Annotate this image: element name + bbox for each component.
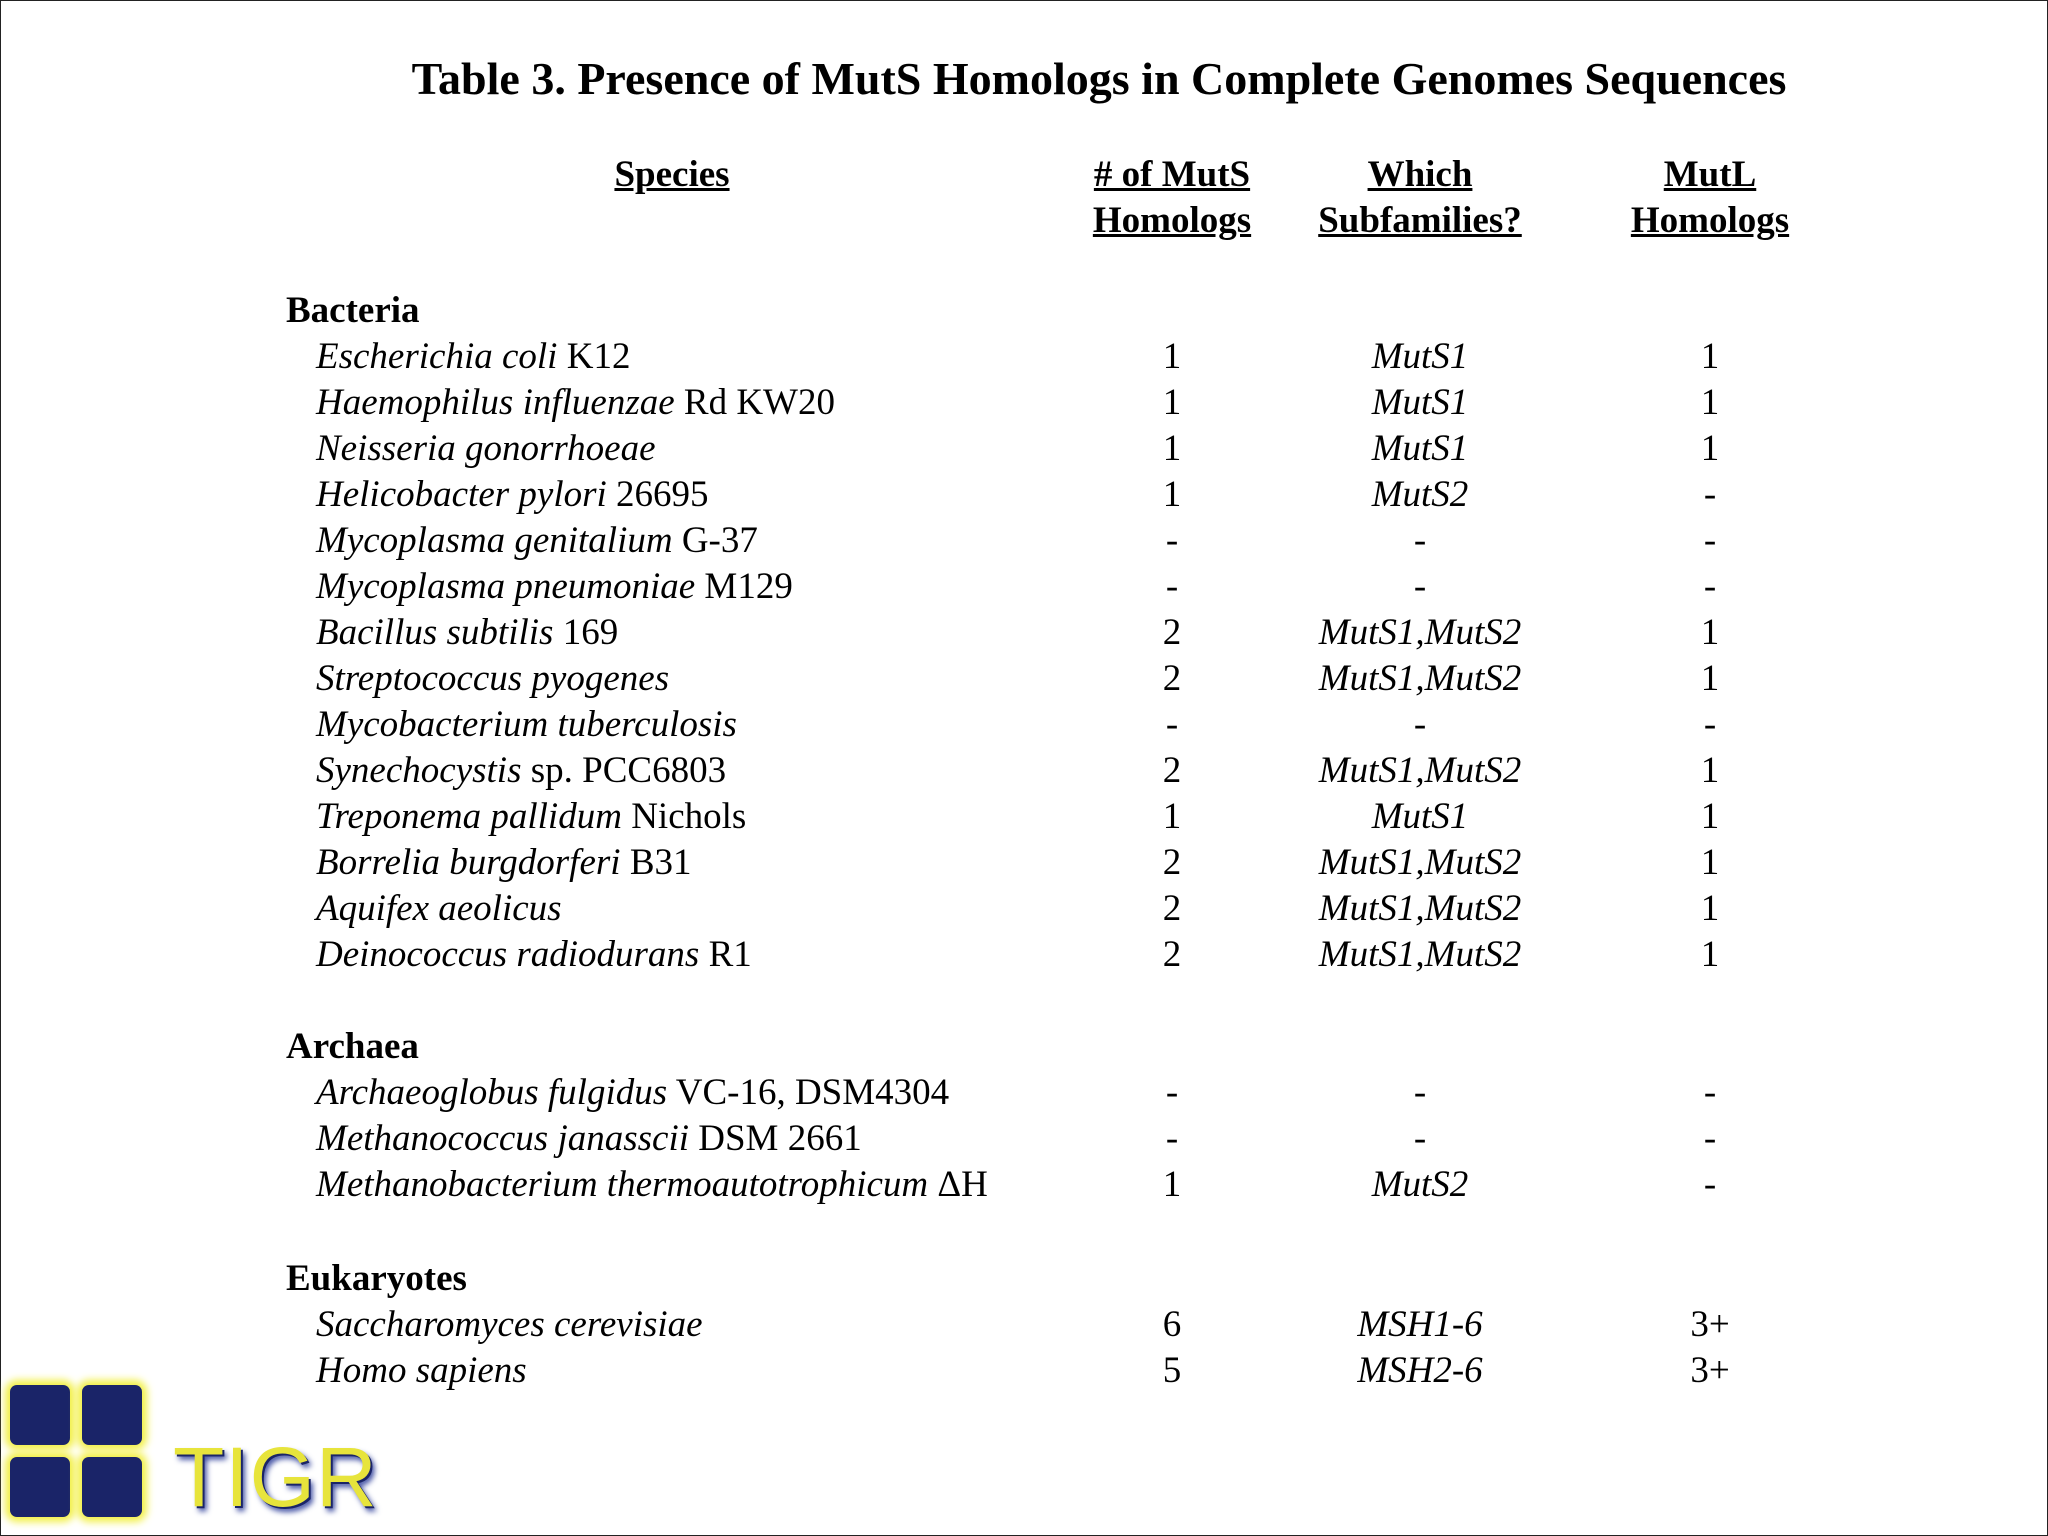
table-row <box>0 702 2048 748</box>
muts-count-cell: - <box>1165 1118 1179 1159</box>
subfamilies-cell: MutS1,MutS2 <box>1318 934 1522 975</box>
table-row <box>0 840 2048 886</box>
species-strain: DSM 2661 <box>689 1118 862 1159</box>
muts-count-cell: 1 <box>1162 428 1182 469</box>
table-row <box>0 518 2048 564</box>
column-header-mutl-line2: Homologs <box>1630 200 1790 241</box>
species-name: Saccharomyces cerevisiae <box>316 1304 703 1345</box>
species-cell <box>316 932 752 978</box>
muts-count-cell: 2 <box>1162 750 1182 791</box>
subfamilies-cell: MutS1 <box>1371 428 1469 469</box>
mutl-count-cell: 1 <box>1700 888 1720 929</box>
subfamilies-cell: MutS2 <box>1371 1164 1469 1205</box>
mutl-count-cell: 1 <box>1700 796 1720 837</box>
muts-count-cell: 5 <box>1162 1350 1182 1391</box>
column-header-subfamilies <box>1270 152 1570 244</box>
mutl-count-cell: 1 <box>1700 658 1720 699</box>
muts-count-cell: 6 <box>1162 1304 1182 1345</box>
subfamilies-cell: - <box>1413 1118 1427 1159</box>
table-row <box>0 426 2048 472</box>
mutl-count-cell: - <box>1703 474 1717 515</box>
species-cell <box>316 610 618 656</box>
table-row <box>0 794 2048 840</box>
muts-count-cell: 2 <box>1162 658 1182 699</box>
mutl-count-cell: - <box>1703 1164 1717 1205</box>
mutl-count-cell: 1 <box>1700 934 1720 975</box>
subfamilies-cell: - <box>1413 566 1427 607</box>
muts-count-cell: 1 <box>1162 1164 1182 1205</box>
species-strain: B31 <box>620 842 692 883</box>
muts-count-cell: 2 <box>1162 612 1182 653</box>
species-cell <box>316 518 758 564</box>
species-cell <box>316 886 562 932</box>
subfamilies-cell: - <box>1413 1072 1427 1113</box>
species-cell <box>316 840 692 886</box>
mutl-count-cell: - <box>1703 704 1717 745</box>
muts-count-cell: 2 <box>1162 842 1182 883</box>
column-header-species: Species <box>614 154 730 195</box>
mutl-count-cell: 1 <box>1700 428 1720 469</box>
mutl-count-cell: - <box>1703 566 1717 607</box>
species-cell <box>316 334 630 380</box>
column-header-subfamilies-line1: Which <box>1367 154 1473 195</box>
table-row <box>0 1116 2048 1162</box>
muts-count-cell: 1 <box>1162 382 1182 423</box>
species-name: Bacillus subtilis <box>316 612 554 653</box>
mutl-count-cell: 1 <box>1700 336 1720 377</box>
subfamilies-cell: MutS1,MutS2 <box>1318 842 1522 883</box>
column-header-num-muts <box>1072 152 1272 244</box>
logo-square <box>10 1457 70 1517</box>
species-name: Escherichia coli <box>316 336 558 377</box>
muts-count-cell: 2 <box>1162 888 1182 929</box>
logo-square <box>82 1457 142 1517</box>
species-name: Aquifex aeolicus <box>316 888 562 929</box>
species-strain: 26695 <box>606 474 709 515</box>
muts-count-cell: 1 <box>1162 796 1182 837</box>
mutl-count-cell: 3+ <box>1690 1304 1730 1345</box>
table-row <box>0 1162 2048 1208</box>
species-name: Helicobacter pylori <box>316 474 607 515</box>
species-name: Methanococcus janasscii <box>316 1118 689 1159</box>
species-strain: M129 <box>695 566 793 607</box>
species-name: Borrelia burgdorferi <box>316 842 621 883</box>
subfamilies-cell: MSH2-6 <box>1357 1350 1483 1391</box>
species-strain: K12 <box>557 336 631 377</box>
logo-text: TIGR <box>173 1430 378 1524</box>
mutl-count-cell: 1 <box>1700 842 1720 883</box>
muts-count-cell: - <box>1165 1072 1179 1113</box>
subfamilies-cell: MutS1 <box>1371 796 1469 837</box>
muts-count-cell: 1 <box>1162 474 1182 515</box>
subfamilies-cell: MutS1,MutS2 <box>1318 612 1522 653</box>
species-cell <box>316 1302 703 1348</box>
subfamilies-cell: MSH1-6 <box>1357 1304 1483 1345</box>
species-name: Archaeoglobus fulgidus <box>316 1072 668 1113</box>
column-header-mutl-line1: MutL <box>1663 154 1757 195</box>
species-strain: ΔH <box>928 1164 988 1205</box>
species-strain: R1 <box>699 934 752 975</box>
species-strain: sp. PCC6803 <box>521 750 727 791</box>
species-cell <box>316 748 726 794</box>
table-row <box>0 932 2048 978</box>
species-name: Haemophilus influenzae <box>316 382 675 423</box>
species-name: Streptococcus pyogenes <box>316 658 670 699</box>
mutl-count-cell: - <box>1703 1072 1717 1113</box>
table-row <box>0 886 2048 932</box>
table-row <box>0 1302 2048 1348</box>
table-row <box>0 472 2048 518</box>
muts-count-cell: 2 <box>1162 934 1182 975</box>
species-name: Treponema pallidum <box>316 796 622 837</box>
table-row <box>0 610 2048 656</box>
species-cell <box>316 564 793 610</box>
species-strain: Rd KW20 <box>674 382 835 423</box>
table-row <box>0 656 2048 702</box>
species-cell <box>316 472 709 518</box>
species-name: Mycoplasma pneumoniae <box>316 566 696 607</box>
subfamilies-cell: - <box>1413 520 1427 561</box>
subfamilies-cell: MutS1,MutS2 <box>1318 750 1522 791</box>
species-name: Neisseria gonorrhoeae <box>316 428 656 469</box>
species-cell <box>316 794 746 840</box>
species-cell <box>316 426 656 472</box>
mutl-count-cell: - <box>1703 1118 1717 1159</box>
table-title: Table 3. Presence of MutS Homologs in Complete Genomes Sequences <box>411 53 1787 104</box>
subfamilies-cell: MutS2 <box>1371 474 1469 515</box>
subfamilies-cell: MutS1,MutS2 <box>1318 888 1522 929</box>
logo-square <box>82 1385 142 1445</box>
subfamilies-cell: MutS1 <box>1371 336 1469 377</box>
column-header-mutl <box>1610 152 1810 244</box>
table-row <box>0 380 2048 426</box>
mutl-count-cell: 1 <box>1700 612 1720 653</box>
subfamilies-cell: MutS1 <box>1371 382 1469 423</box>
species-strain: Nichols <box>621 796 747 837</box>
species-cell <box>316 1116 862 1162</box>
species-strain: G-37 <box>672 520 758 561</box>
section-heading: Archaea <box>286 1026 419 1067</box>
mutl-count-cell: 1 <box>1700 750 1720 791</box>
subfamilies-cell: MutS1,MutS2 <box>1318 658 1522 699</box>
mutl-count-cell: 3+ <box>1690 1350 1730 1391</box>
column-header-subfamilies-line2: Subfamilies? <box>1318 200 1522 241</box>
species-strain: 169 <box>553 612 619 653</box>
column-header-num-muts-line1: # of MutS <box>1093 154 1251 195</box>
muts-count-cell: - <box>1165 704 1179 745</box>
section-heading: Eukaryotes <box>286 1258 467 1299</box>
table-row <box>0 748 2048 794</box>
mutl-count-cell: - <box>1703 520 1717 561</box>
tigr-logo <box>10 1385 378 1533</box>
species-strain: VC-16, DSM4304 <box>667 1072 950 1113</box>
logo-square <box>10 1385 70 1445</box>
subfamilies-cell: - <box>1413 704 1427 745</box>
species-name: Mycobacterium tuberculosis <box>316 704 737 745</box>
species-cell <box>316 1070 949 1116</box>
mutl-count-cell: 1 <box>1700 382 1720 423</box>
section-heading: Bacteria <box>286 290 420 331</box>
species-name: Synechocystis <box>316 750 522 791</box>
species-cell <box>316 380 835 426</box>
muts-count-cell: - <box>1165 520 1179 561</box>
muts-count-cell: - <box>1165 566 1179 607</box>
table-row <box>0 334 2048 380</box>
species-name: Homo sapiens <box>316 1350 527 1391</box>
muts-count-cell: 1 <box>1162 336 1182 377</box>
column-header-num-muts-line2: Homologs <box>1092 200 1252 241</box>
species-name: Methanobacterium thermoautotrophicum <box>316 1164 929 1205</box>
species-cell <box>316 1162 988 1208</box>
species-cell <box>316 702 737 748</box>
table-row <box>0 564 2048 610</box>
species-cell <box>316 656 669 702</box>
species-name: Deinococcus radiodurans <box>316 934 700 975</box>
species-name: Mycoplasma genitalium <box>316 520 673 561</box>
table-row <box>0 1070 2048 1116</box>
